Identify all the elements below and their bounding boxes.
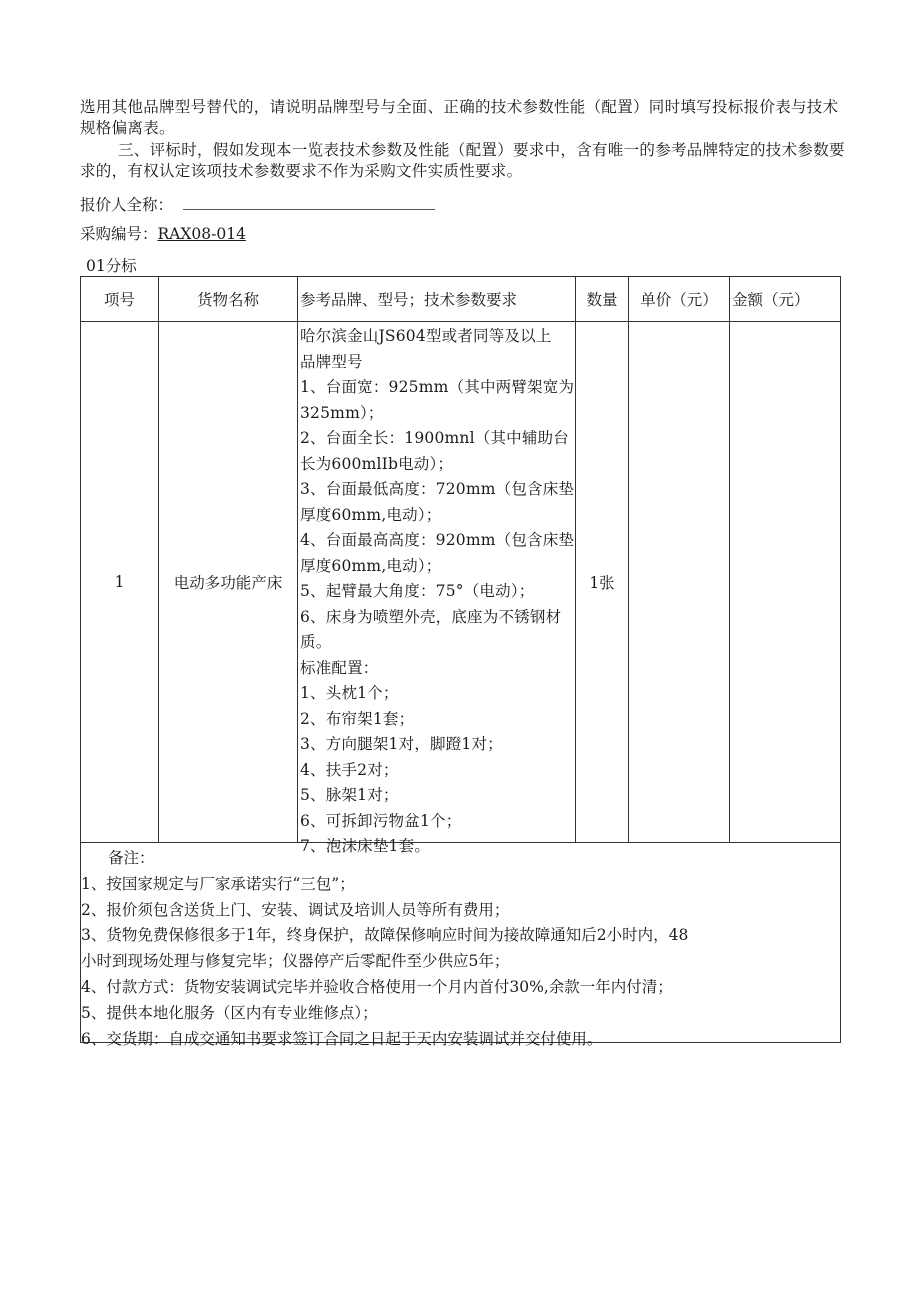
tech-param-line: 7、泡沫床垫1套。 bbox=[300, 837, 431, 855]
procurement-number-label: 采购编号： bbox=[80, 225, 158, 243]
note-line: 3、货物免费保修很多于1年，终身保护，故障保修响应时间为接故障通知后2小时内，48 bbox=[81, 926, 689, 945]
note-line: 1、按国家规定与厂家承诺实行“三包”； bbox=[81, 874, 355, 893]
note-line: 小时到现场处理与修复完毕；仪器停产后零配件至少供应5年； bbox=[81, 952, 510, 971]
bidder-name-blank[interactable] bbox=[183, 195, 435, 210]
bidder-name-line bbox=[80, 195, 435, 215]
tech-param-line: 1、台面宽：925mm（其中两臂架宽为 bbox=[300, 378, 575, 396]
tech-param-line: 6、可拆卸污物盆1个； bbox=[300, 811, 462, 830]
quantity-cell: 1张 bbox=[576, 322, 629, 843]
tech-param-line: 4、台面最高高度：920mm（包含床垫 bbox=[300, 531, 575, 549]
tech-param-line: 3、方向腿架1对，脚蹬1对； bbox=[300, 735, 503, 753]
tech-param-line: 5、起臂最大角度：75°（电动）； bbox=[300, 582, 535, 600]
header-quantity: 数量 bbox=[576, 277, 629, 322]
tech-param-line: 2、台面全长：1900mnl（其中辅助台 bbox=[300, 429, 569, 447]
intro-paragraph-2: 三、评标时，假如发现本一览表技术参数及性能（配置）要求中，含有唯一的参考品牌特定的技术参数要求的，有权认定该项技术参数要求不作为采购文件实质性要求。 bbox=[80, 141, 845, 180]
table-row bbox=[81, 322, 841, 843]
amount-cell[interactable] bbox=[730, 322, 841, 843]
notes-cell bbox=[81, 843, 841, 1048]
tech-param-line: 2、布帘架1套； bbox=[300, 709, 415, 728]
tech-params-cell bbox=[298, 322, 576, 855]
notes-list bbox=[81, 843, 840, 1048]
tech-param-line: 6、床身为喷塑外壳，底座为不锈钢材 bbox=[300, 607, 562, 626]
header-tech-params: 参考品牌、型号；技术参数要求 bbox=[298, 277, 576, 322]
tech-param-line: 325mm）； bbox=[300, 403, 384, 422]
unit-price-cell[interactable] bbox=[629, 322, 730, 843]
bidder-name-label: 报价人全称： bbox=[80, 196, 174, 214]
header-item-no: 项号 bbox=[81, 277, 159, 322]
tech-param-line: 质。 bbox=[300, 633, 332, 651]
tech-param-line: 厚度60mm,电动）； bbox=[300, 505, 442, 524]
tech-param-line: 5、脉架1对； bbox=[300, 786, 399, 804]
intro-paragraph-1: 选用其他品牌型号替代的，请说明品牌型号与全面、正确的技术参数性能（配置）同时填写投标报价表与技术规格偏离表。 bbox=[80, 98, 839, 137]
spec-table bbox=[80, 276, 841, 1048]
procurement-number-value: RAX08-014 bbox=[157, 225, 246, 243]
procurement-number-line bbox=[80, 224, 246, 244]
tech-params-list bbox=[298, 322, 575, 855]
note-line: 2、报价须包含送货上门、安装、调试及培训人员等所有费用； bbox=[81, 900, 510, 919]
header-unit-price: 单价（元） bbox=[629, 277, 730, 322]
header-goods-name: 货物名称 bbox=[159, 277, 298, 322]
tech-param-line: 厚度60mm,电动）； bbox=[300, 556, 442, 575]
item-number: 1 bbox=[81, 322, 159, 843]
tech-param-line: 品牌型号 bbox=[300, 352, 363, 371]
tech-param-line: 长为600mlIb电动）； bbox=[300, 454, 454, 473]
note-line: 4、付款方式：货物安装调试完毕并验收合格使用一个月内首付30%,余款一年内付清； bbox=[81, 977, 673, 996]
notes-row bbox=[81, 843, 841, 1043]
tech-param-line: 3、台面最低高度：720mm（包含床垫 bbox=[300, 480, 575, 498]
note-line: 6、交货期：自成交通知书要求签订合同之日起于天内安装调试并交付使用。 bbox=[81, 1029, 603, 1048]
goods-name: 电动多功能产床 bbox=[159, 322, 298, 843]
note-line: 5、提供本地化服务（区内有专业维修点）； bbox=[81, 1003, 378, 1022]
tech-param-line: 1、头枕1个； bbox=[300, 684, 399, 702]
tech-param-line: 哈尔滨金山JS604型或者同等及以上 bbox=[300, 327, 552, 345]
lot-label: 01分标 bbox=[86, 257, 137, 275]
header-amount: 金额（元） bbox=[730, 277, 841, 322]
tech-param-line: 标准配置： bbox=[300, 658, 379, 677]
table-header-row bbox=[81, 277, 841, 322]
tech-param-line: 4、扶手2对； bbox=[300, 760, 399, 779]
notes-heading: 备注： bbox=[108, 849, 155, 867]
